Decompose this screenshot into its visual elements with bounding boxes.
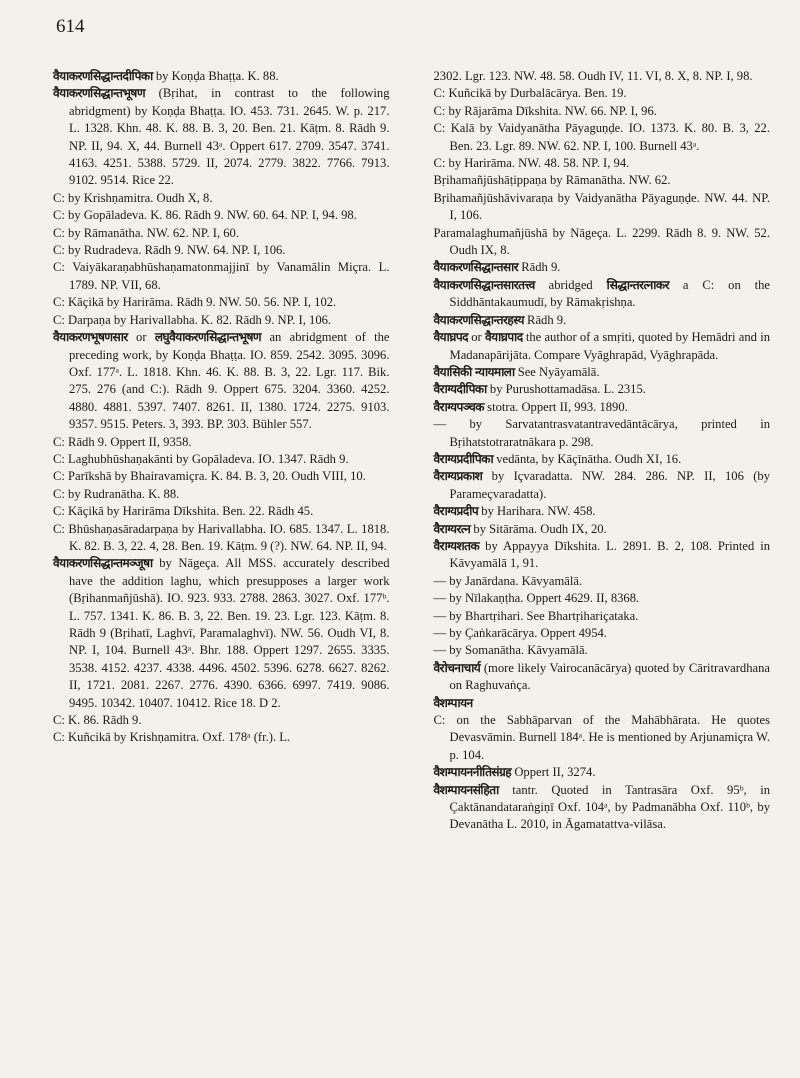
entry-text-cont: See Nyāyamālā. (514, 364, 600, 379)
entry-text: C: Kāçikā by Harirāma. Rādh 9. NW. 50. 56. NP. I, 102. (53, 295, 337, 310)
dictionary-entry (434, 538, 771, 573)
entry-text-cont: an abridgment of the preceding work, by Koṇḍa Bhaṭṭa. IO. 859. 2542. 3095. 3096. Oxf. 177ᵃ. L. 1818. Khn. 46. K. 88. B. 3, 22. Lgr. 117. Bik. 275. 276 (and C:). Rādh 9. Oppert 675. 3204. 3360. 4252. 4880. 4881. 5397. 7407. 8261. II, 1380. 1724. 2275. 9103. 9357. 9515. Peters. 3, 393. BP. 303. Bühler 557. (69, 330, 390, 432)
entry-line (434, 172, 771, 189)
headword: वैराग्यदीपिका (433, 382, 487, 397)
dictionary-entry (434, 312, 771, 329)
entry-text: C: by Rudradeva. Rādh 9. NW. 64. NP. I, 106. (53, 243, 286, 258)
entry-text: — by Sarvatantrasvatantravedāntācārya, printed in Bṛihatstotraratnākara p. 298. (433, 417, 770, 449)
entry-text-cont: the author of a smṛiti, quoted by Hemādri and in Madanapārijāta. Compare Vyāghrapād, Vyāghrapāda. (449, 330, 770, 362)
entry-text: C: by Rudranātha. K. 88. (53, 486, 180, 501)
entry-text: by Koṇḍa Bhaṭṭa. K. 88. (152, 69, 279, 83)
entry-text: C: Vaiyākaraṇabhūshaṇamatonmajjinī by Vanamālin Miçra. L. 1789. NP. VII, 68. (53, 260, 390, 292)
headword: वैशम्पायन (433, 695, 473, 710)
entry-text: Bṛihamañjūshāṭippaṇa by Rāmanātha. NW. 62. (433, 173, 671, 188)
entry-line (53, 207, 390, 224)
dictionary-entry (434, 399, 771, 416)
headword: वैयाकरणभूषणसार (53, 330, 128, 345)
headword: वैयाकरणसिद्धान्तसारतत्त्व (433, 277, 535, 292)
entry-text: C: by Rājarāma Dīkshita. NW. 66. NP. I, 96. (433, 103, 657, 118)
entry-text: by Harihara. NW. 458. (478, 504, 596, 519)
entry-text: C: by Harirāma. NW. 48. 58. NP. I, 94. (433, 156, 630, 171)
entry-line (434, 225, 771, 260)
headword: वैयाकरणसिद्धान्तरहस्य (433, 312, 524, 327)
headword: वैरोचनाचार्य (433, 660, 481, 675)
entry-line (434, 712, 771, 764)
headword: वैराग्यपञ्चक (433, 399, 485, 414)
headword: वैराग्यप्रकाश (433, 469, 483, 484)
headword: वैयाघ्रपद (433, 330, 469, 345)
entry-text: C: Kalā by Vaidyanātha Pāyaguṇḍe. IO. 1373. K. 80. B. 3, 22. Ben. 23. Lgr. 89. NW. 62. NP. I, 100. Burnell 43ᵃ. (433, 121, 770, 153)
entry-text: C: Laghubhūshaṇakānti by Gopāladeva. IO. 1347. Rādh 9. (53, 451, 349, 466)
entry-text: tantr. Quoted in Tantrasāra Oxf. 95ᵇ, in Çaktānandataraṅgiṇī Oxf. 104ᵃ, by Padmanābha Oxf. 110ᵇ, by Devanātha L. 2010, in Āgamatattva-vilāsa. (449, 782, 770, 832)
entry-text: — by Bhartṛihari. See Bhartṛihariçataka. (433, 608, 639, 623)
headword: वैराग्यप्रदीपिका (433, 451, 494, 466)
entry-text: or (468, 330, 485, 345)
dictionary-entry (434, 660, 771, 695)
dictionary-entry (53, 85, 390, 189)
entry-text: by Appayya Dīkshita. L. 2891. B. 2, 108. Printed in Kāvyamālā 1, 91. (449, 538, 770, 571)
dictionary-entry (434, 695, 771, 712)
headword: वैयाकरणसिद्धान्तभूषण (53, 86, 146, 101)
headword: वैराग्यशतक (433, 538, 480, 553)
dictionary-entry (434, 381, 771, 398)
dictionary-entry (434, 521, 771, 538)
dictionary-entry (434, 364, 771, 381)
entry-text: (Bṛihat, in contrast to the following abridgment) by Koṇḍa Bhaṭṭa. IO. 453. 731. 2645. W. p. 217. L. 1328. Khn. 48. K. 88. B. 3, 20. Ben. 21. Kāṭm. 8. Rādh 9. NP. II, 94. X, 44. Burnell 43ᵃ. Oppert 617. 2709. 3547. 3741. 4163. 4251. 5388. 5729. II, 2074. 2779. 3822. 7766. 7913. 9102. 9514. Rice 22. (69, 86, 390, 188)
entry-line (434, 573, 771, 590)
entry-line (434, 590, 771, 607)
entry-line (434, 642, 771, 659)
entry-text: Oppert II, 3274. (511, 765, 596, 780)
entry-line (53, 468, 390, 485)
headword-alt: लघुवैयाकरणसिद्धान्तभूषण (154, 330, 262, 345)
entry-line (53, 712, 390, 729)
headword: वैशम्पायनसंहिता (433, 782, 499, 797)
entry-line (53, 451, 390, 468)
entry-line (53, 294, 390, 311)
headword: वैयाकरणसिद्धान्तदीपिका (53, 69, 153, 83)
entry-text: C: by Gopāladeva. K. 86. Rādh 9. NW. 60. 64. NP. I, 94. 98. (53, 208, 357, 223)
entry-line (53, 521, 390, 556)
entry-text: C: by Krishṇamitra. Oudh X, 8. (53, 190, 213, 205)
entry-text: abridged (534, 277, 607, 292)
entry-text: C: Bhūshaṇasāradarpaṇa by Harivallabha. IO. 685. 1347. L. 1818. K. 82. B. 3, 22. 4, 28. Ben. 19. Kāṭm. 9 (?). NW. 64. NP. II, 94. (53, 521, 390, 553)
left-column (53, 68, 390, 834)
entry-text: C: by Rāmanātha. NW. 62. NP. I, 60. (53, 225, 239, 240)
entry-line (53, 434, 390, 451)
entry-text: C: Parīkshā by Bhairavamiçra. K. 84. B. 3, 20. Oudh VIII, 10. (53, 469, 366, 484)
headword: वैयाकरणसिद्धान्तसार (433, 260, 519, 275)
entry-text: C: Kāçikā by Harirāma Dīkshita. Ben. 22. Rādh 45. (53, 504, 314, 519)
headword-alt: न्यायमाला (474, 364, 515, 379)
entry-text: by Içvaradatta. NW. 284. 286. NP. II, 106 (by Parameçvaradatta). (449, 469, 770, 501)
right-column (426, 68, 771, 834)
entry-text: C: Kuñcikā by Durbalācārya. Ben. 19. (433, 86, 627, 101)
entry-text: Bṛihamañjūshāvivaraṇa by Vaidyanātha Pāyaguṇḍe. NW. 44. NP. I, 106. (433, 190, 770, 223)
page-number: 614 (56, 16, 85, 37)
entry-line (53, 312, 390, 329)
dictionary-entry (53, 329, 390, 433)
entry-text: 2302. Lgr. 123. NW. 48. 58. Oudh IV, 11. VI, 8. X, 8. NP. I, 98. (433, 69, 753, 83)
headword: वैशम्पायननीतिसंग्रह (433, 765, 512, 780)
headword-alt: सिद्धान्तरत्नाकर (606, 277, 670, 292)
entry-text: Rādh 9. (523, 312, 567, 327)
entry-text: by Nāgeça. All MSS. accurately described have the addition laghu, which presupposes a larger work (Bṛihanmañjūshā). IO. 923. 933. 2788. 2863. 3027. Oxf. 177ᵇ. L. 757. 1341. K. 86. B. 3, 22. Ben. 19. 23. Lgr. 123. Kāṭm. 8. Rādh 9 (Bṛihatī, Laghvī, Paramalaghvī). NW. 56. Oudh VI, 8. NP. I, 104. Burnell 43ᵃ. Bhr. 188. Oppert 1297. 2655. 3335. 3538. 4152. 4237. 4338. 4496. 4502. 5396. 6278. 6627. 8262. II, 1721. 2081. 2267. 2776. 4390. 6366. 6997. 7419. 9086. 9495. 10342. 10407. 10412. Rice 18. D 2. (69, 556, 390, 710)
dictionary-entry (434, 277, 771, 312)
entry-line (434, 85, 771, 102)
entry-text: stotra. Oppert II, 993. 1890. (484, 399, 628, 414)
entry-line (434, 103, 771, 120)
entry-text: — by Nīlakaṇṭha. Oppert 4629. II, 8368. (433, 591, 640, 606)
dictionary-entry (434, 329, 771, 364)
entry-text: C: K. 86. Rādh 9. (53, 713, 142, 728)
entry-line (434, 608, 771, 625)
dictionary-entry (434, 503, 771, 520)
entry-line (434, 190, 771, 225)
entry-text: Rādh 9. (518, 260, 561, 275)
headword: वैयाकरणसिद्धान्तमञ्जूषा (53, 556, 153, 571)
dictionary-entry (434, 451, 771, 468)
entry-line (53, 486, 390, 503)
entry-line (53, 503, 390, 520)
headword: वैराग्यरत्न (433, 521, 471, 536)
entry-text: (more likely Vairocanācārya) quoted by Cāritravardhana on Raghuvaṅça. (449, 660, 770, 693)
dictionary-entry (434, 259, 771, 276)
headword-alt: वैयाघ्रपाद (484, 330, 523, 345)
headword: वैयासिकी (433, 364, 472, 379)
entry-text: C: Rādh 9. Oppert II, 9358. (53, 434, 192, 449)
entry-line (434, 416, 771, 451)
entry-text: Paramalaghumañjūshā by Nāgeça. L. 2299. Rādh 8. 9. NW. 52. Oudh IX, 8. (433, 225, 770, 258)
entry-text: vedānta, by Kāçīnātha. Oudh XI, 16. (493, 451, 682, 466)
entry-text: by Purushottamadāsa. L. 2315. (486, 382, 646, 397)
entry-text-cont: a C: on the Siddhāntakaumudī, by Rāmakṛishṇa. (449, 277, 771, 310)
entry-line (53, 242, 390, 259)
dictionary-entry (53, 68, 390, 85)
entry-line (434, 625, 771, 642)
entry-text: C: on the Sabhāparvan of the Mahābhārata. He quotes Devasvāmin. Burnell 184ᵃ. He is mentioned by Arjunamiçra W. p. 104. (433, 713, 770, 762)
entry-text: by Sitārāma. Oudh IX, 20. (470, 521, 607, 536)
entry-line (53, 225, 390, 242)
entry-text: C: Darpaṇa by Harivallabha. K. 82. Rādh 9. NP. I, 106. (53, 312, 332, 327)
entry-text: — by Çaṅkarācārya. Oppert 4954. (433, 626, 607, 640)
entry-line (434, 155, 771, 172)
entry-line (434, 68, 771, 85)
headword: वैराग्यप्रदीप (433, 504, 479, 519)
entry-text: — by Somanātha. Kāvyamālā. (433, 643, 588, 658)
dictionary-entry (434, 468, 771, 503)
entry-line (53, 259, 390, 294)
columns (53, 68, 770, 834)
entry-text: C: Kuñcikā by Krishṇamitra. Oxf. 178ᵃ (fr.). L. (53, 730, 291, 745)
dictionary-entry (53, 555, 390, 712)
dictionary-entry (434, 782, 771, 834)
entry-line (53, 190, 390, 207)
entry-line (434, 120, 771, 155)
entry-text: — by Janārdana. Kāvyamālā. (433, 573, 583, 588)
entry-text: or (127, 330, 155, 345)
dictionary-entry (434, 764, 771, 781)
entry-line (53, 729, 390, 746)
